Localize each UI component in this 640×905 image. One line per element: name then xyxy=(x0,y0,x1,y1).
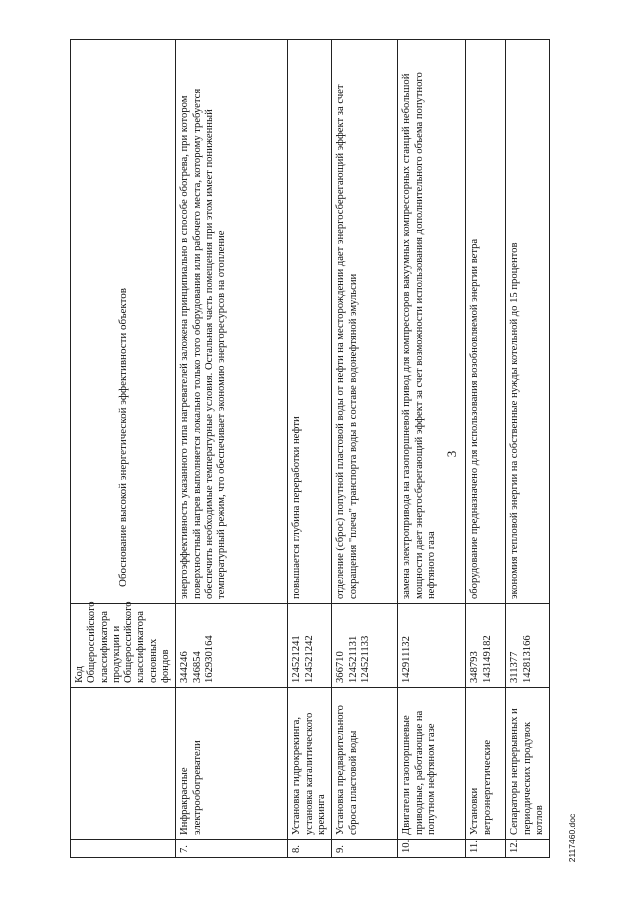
table-header-row xyxy=(71,40,176,858)
document-table-area xyxy=(70,40,545,858)
row-number: 10. xyxy=(398,840,466,858)
row-justification: экономия тепловой энергии на собственные нужды котельной до 15 процентов xyxy=(506,40,550,604)
row-codes: 344246 346854 162930164 xyxy=(176,604,288,688)
row-justification: оборудование предназначено для использования возобновляемой энергии ветра xyxy=(466,40,506,604)
header-justification: Обоснование высокой энергетической эффективности объектов xyxy=(71,40,176,604)
row-name: Двигатели газопоршневые приводные, работающие на попутном нефтяном газе xyxy=(398,688,466,840)
row-number: 11. xyxy=(466,840,506,858)
row-justification: отделение (сброс) попутной пластовой воды от нефти на месторождении дает энергосберегающий эффект за счет сокращения "плеча" транспорта воды в составе водонефтяной эмульсии xyxy=(332,40,398,604)
row-codes: 311377 142813166 xyxy=(506,604,550,688)
document-id: 2117460.doc xyxy=(567,813,577,863)
header-name xyxy=(71,688,176,840)
row-codes: 124521241 124521242 xyxy=(288,604,332,688)
row-number: 9. xyxy=(332,840,398,858)
table-row xyxy=(398,40,466,858)
energy-efficiency-table xyxy=(70,39,550,858)
row-codes: 366710 124521131 124521133 xyxy=(332,604,398,688)
table-row xyxy=(288,40,332,858)
row-justification: энергоэффективность указанного типа нагревателей заложена принципиально в способе обогрева, при котором поверхностный нагрев выполняется локально только того оборудования или рабочего места, которому требуется обеспечить необходимые температурные условия. Остальная часть помещения при этом имеет пониженный температурный режим, что обеспечивает экономию энергоресурсов на отопление xyxy=(176,40,288,604)
table-row xyxy=(332,40,398,858)
row-justification: замена электропривода на газопоршневой привод для компрессоров вакуумных компрессорных станций небольшой мощности дает энергосберегающий эффект за счет возможности использования дополнительного объема попутного нефтяного газа xyxy=(398,40,466,604)
table-row xyxy=(466,40,506,858)
header-num xyxy=(71,840,176,858)
row-number: 12. xyxy=(506,840,550,858)
row-justification: повышается глубина переработки нефти xyxy=(288,40,332,604)
page-number: 3 xyxy=(444,450,459,458)
row-name: Сепараторы непрерывных и периодических продувок котлов xyxy=(506,688,550,840)
row-codes: 142911132 xyxy=(398,604,466,688)
header-code: Код Общероссийского классификатора продукции и Общероссийского классификатора основных фондов xyxy=(71,604,176,688)
row-name: Установка предварительного сброса пластовой воды xyxy=(332,688,398,840)
row-name: Инфракрасные электрообогреватели xyxy=(176,688,288,840)
table-row xyxy=(506,40,550,858)
row-name: Установки ветроэнергетические xyxy=(466,688,506,840)
row-number: 7. xyxy=(176,840,288,858)
row-codes: 348793 143149182 xyxy=(466,604,506,688)
row-name: Установка гидрокрекинга, установка каталитического крекинга xyxy=(288,688,332,840)
row-number: 8. xyxy=(288,840,332,858)
table-row xyxy=(176,40,288,858)
rotated-table-container xyxy=(70,40,545,858)
